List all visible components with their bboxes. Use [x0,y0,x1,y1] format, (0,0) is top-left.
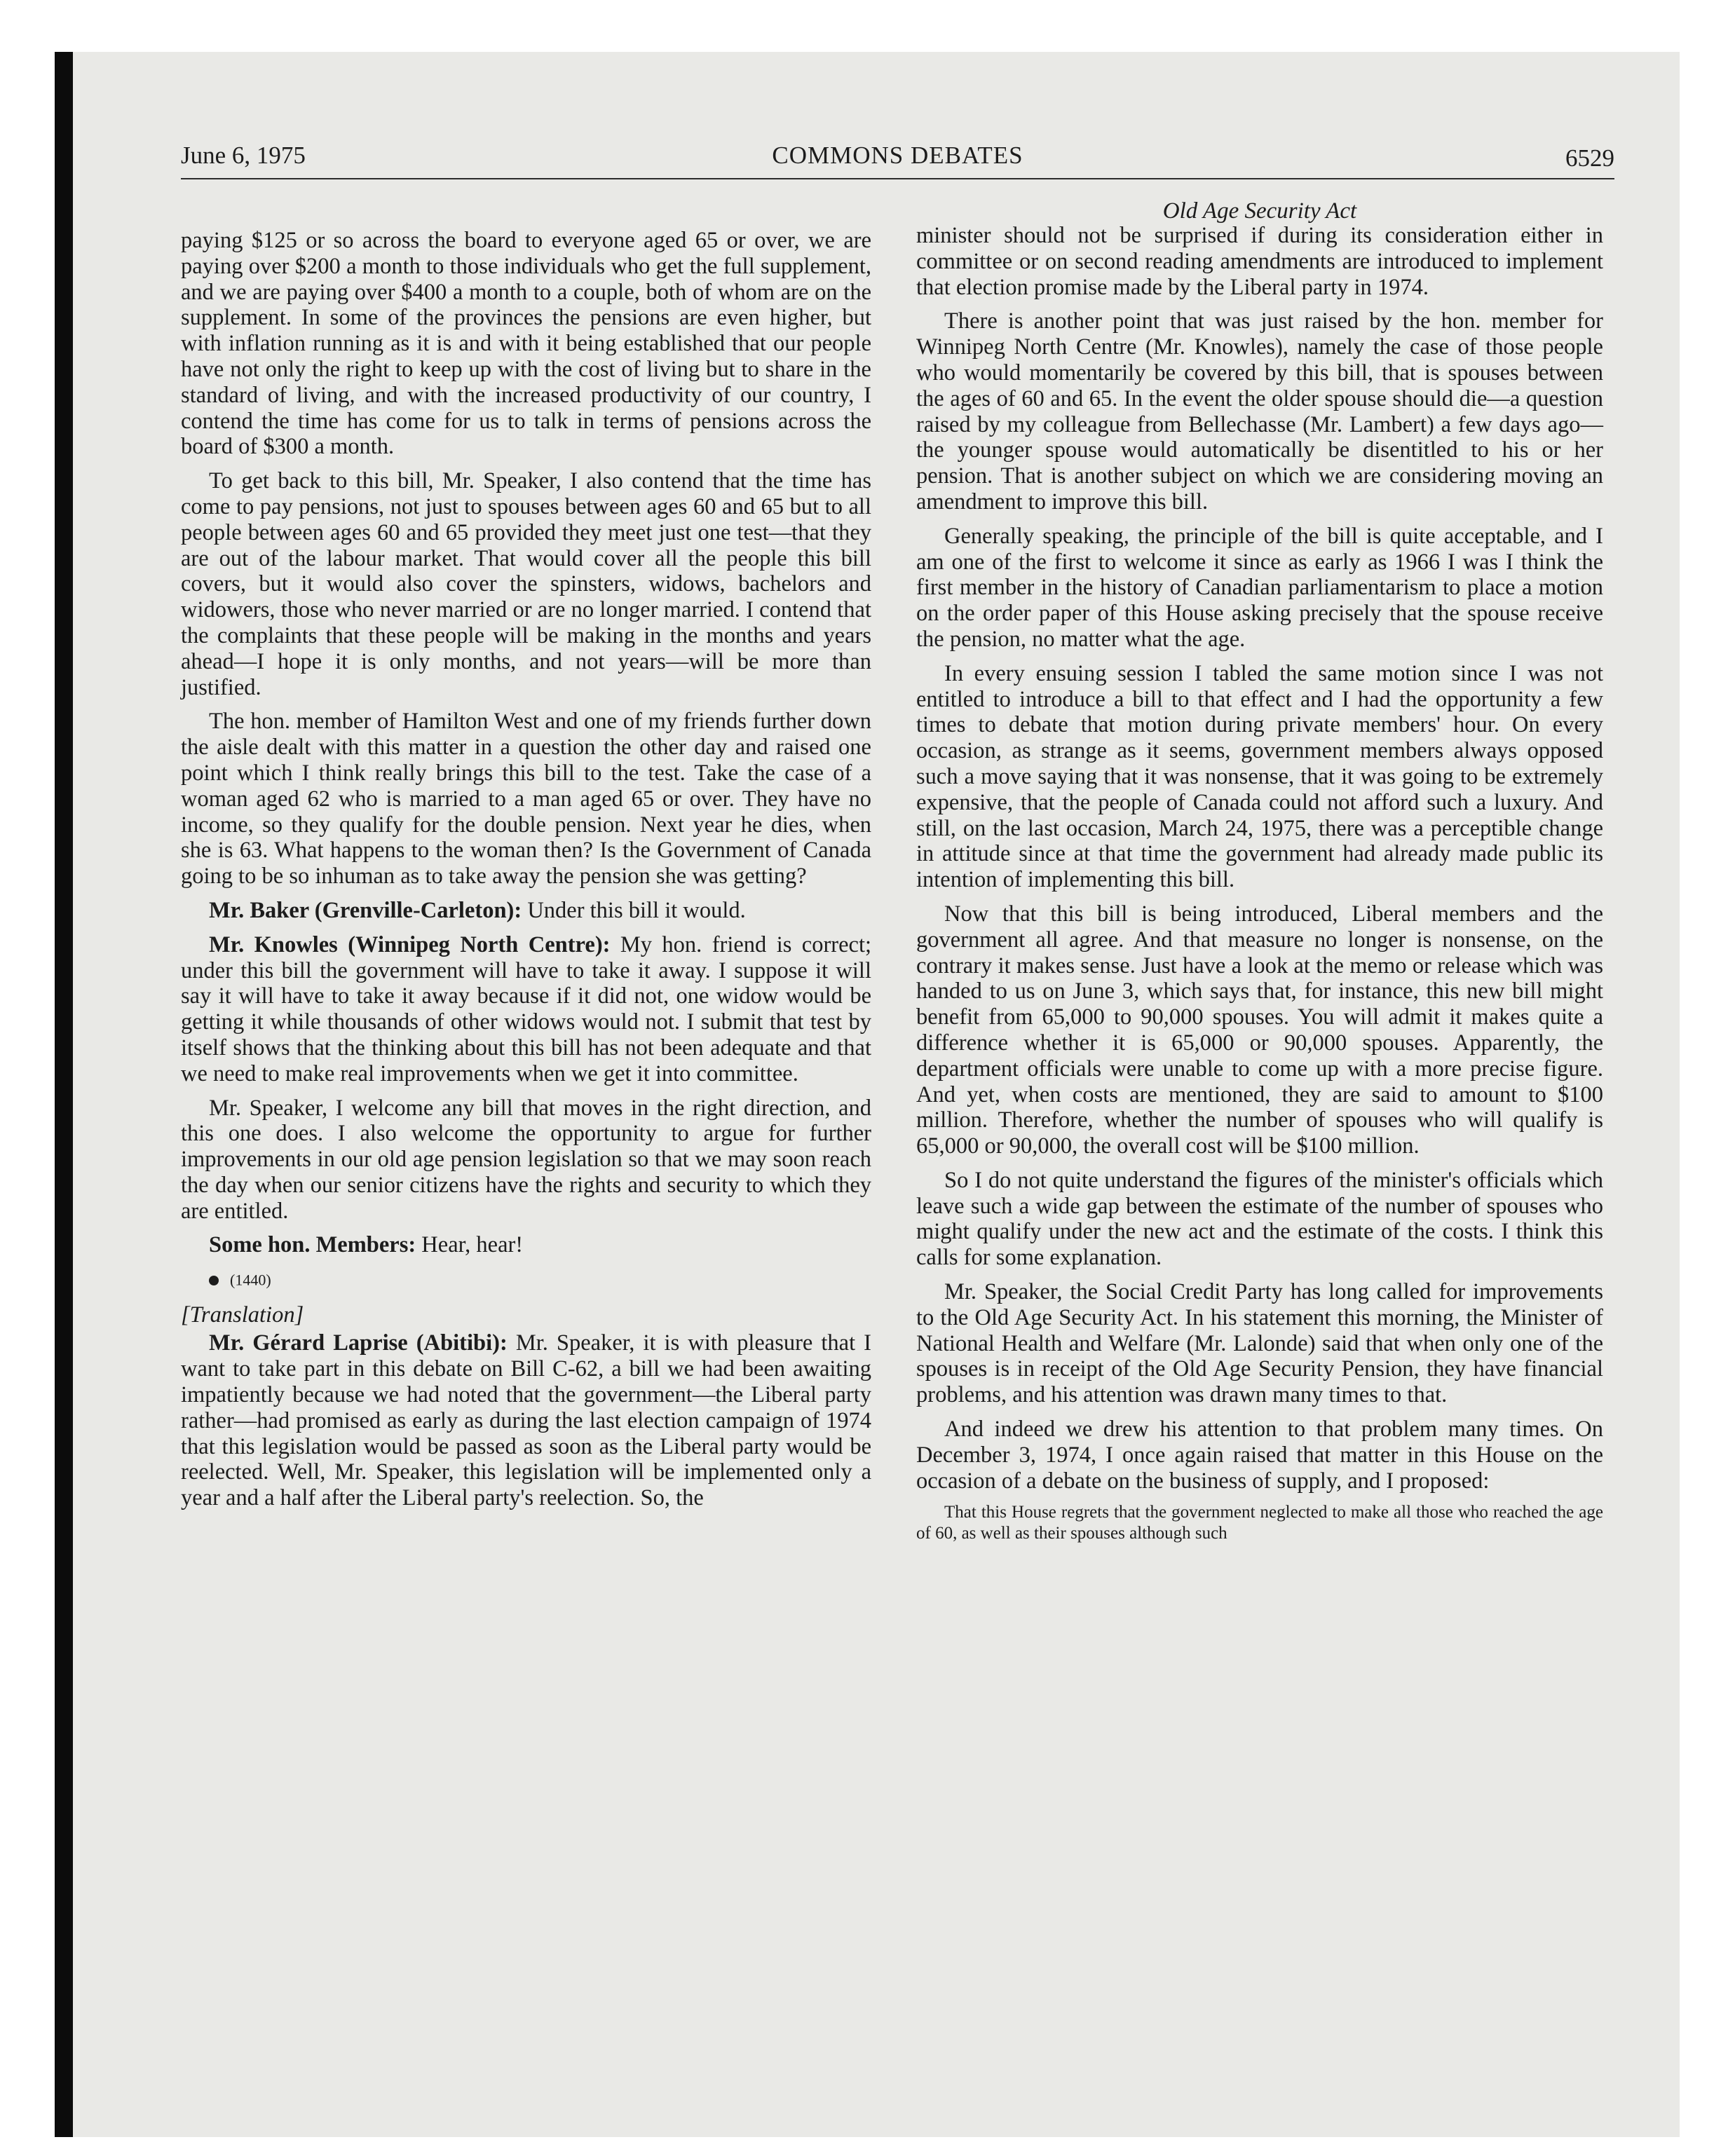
speech-text: Under this bill it would. [522,897,746,923]
running-header [181,137,1614,179]
paragraph: minister should not be surprised if during its consideration either in committee or on second reading amendments are introduced to implement that election promise made by the Liberal party in 1974. [916,223,1603,300]
paragraph: And indeed we drew his attention to that problem many times. On December 3, 1974, I once again raised that matter in this House on the occasion of a debate on the business of supply, and I proposed: [916,1417,1603,1494]
speech-laprise [181,1330,871,1511]
translation-label: [Translation] [181,1302,304,1328]
bullet-icon [209,1276,219,1285]
header-publication: COMMONS DEBATES [772,142,1023,169]
paragraph: Generally speaking, the principle of the bill is quite acceptable, and I am one of the first to welcome it since as early as 1966 I was I think the first member in the history of Canadian parliamentarism to place a motion on the order paper of this House asking precisely that the spouse receive the pension, no matter what the age. [916,523,1603,652]
paragraph: There is another point that was just raised by the hon. member for Winnipeg North Centre (Mr. Knowles), namely the case of those people who would momentarily be covered by this bill, that is spouses between the ages of 60 and 65. In the event the older spouse should die—a question raised by my colleague from Bellechasse (Mr. Lambert) a few days ago—the younger spouse would automatically be disentitled to his or her pension. That is another subject on which we are considering moving an amendment to improve this bill. [916,308,1603,514]
speech-text: My hon. friend is correct; under this bill the government will have to take it away. I suppose it will say it will have to take it away because if it did not, one widow would be getting it while thousands of other widows would not. I submit that test by itself shows that the thinking about this bill has not been adequate and that we need to make real improvements when we get it into committee. [181,932,872,1086]
time-marker [181,1267,871,1293]
speech-knowles [181,932,871,1087]
speech-text: Mr. Speaker, it is with pleasure that I want to take part in this debate on Bill C-62, a bill we had been awaiting impatiently because we had noted that the government—the Liberal party rather—had promised as early as during the last election campaign of 1974 that this legislation would be passed as soon as the Liberal party would be reelected. Well, Mr. Speaker, this legislation will be implemented only a year and a half after the Liberal party's reelection. So, the [181,1330,871,1511]
paragraph: Mr. Speaker, the Social Credit Party has long called for improvements to the Old Age Security Act. In his statement this morning, the Minister of National Health and Welfare (Mr. Lalonde) said that when only one of the spouses is in receipt of the Old Age Security Pension, they have financial problems, and his attention was drawn many times to that. [916,1279,1603,1408]
paragraph: The hon. member of Hamilton West and one of my friends further down the aisle dealt with this matter in a question the other day and raised one point which I think really brings this bill to the test. Take the case of a woman aged 62 who is married to a man aged 65 or over. They have no income, so they qualify for the double pension. Next year he dies, when she is 63. What happens to the woman then? Is the Government of Canada going to be so inhuman as to take away the pension she was getting? [181,709,871,889]
speaker-name: Mr. Baker (Grenville-Carleton): [209,897,522,923]
time-marker-text: (1440) [230,1271,271,1289]
speaker-name: Mr. Gérard Laprise (Abitibi): [209,1330,508,1356]
section-title: Old Age Security Act [1162,198,1357,224]
paragraph: Now that this bill is being introduced, Liberal members and the government all agree. And that measure no longer is nonsense, on the contrary it makes sense. Just have a look at the memo or release which was handed to us on June 3, which says that, for instance, this new bill might benefit from 65,000 to 90,000 spouses. You will admit it makes quite a difference whether it is 65,000 or 90,000 spouses. Apparently, the department officials were unable to come up with a more precise figure. And yet, when costs are mentioned, they are said to amount to $100 million. Therefore, whether the number of spouses who will qualify is 65,000 or 90,000, the overall cost will be $100 million. [916,901,1603,1159]
header-date: June 6, 1975 [181,142,306,169]
header-page-number: 6529 [1565,144,1614,172]
paragraph: So I do not quite understand the figures of the minister's officials which leave such a wide gap between the estimate of the number of spouses who might qualify under the new act and the estimate of the costs. I think this calls for some explanation. [916,1167,1603,1271]
speech-members [181,1232,871,1258]
right-column [916,223,1603,1544]
paragraph: To get back to this bill, Mr. Speaker, I also contend that the time has come to pay pensions, not just to spouses between ages 60 and 65 but to all people between ages 60 and 65 provided they meet just one test—that they are out of the labour market. That would cover all the people this bill covers, but it would also cover the spinsters, widows, bachelors and widowers, those who never married or are no longer married. I contend that the complaints that these people will be making in the months and years ahead—I hope it is only months, and not years—will be more than justified. [181,468,871,700]
speaker-name: Some hon. Members: [209,1232,416,1258]
paragraph: Mr. Speaker, I welcome any bill that moves in the right direction, and this one does. I also welcome the opportunity to argue for further improvements in our old age pension legislation so that we may soon reach the day when our senior citizens have the rights and security to which they are entitled. [181,1095,871,1224]
quoted-motion: That this House regrets that the government neglected to make all those who reached the age of 60, as well as their spouses although such [916,1503,1603,1543]
left-column [181,228,871,1520]
speaker-name: Mr. Knowles (Winnipeg North Centre): [209,932,611,957]
paragraph: paying $125 or so across the board to everyone aged 65 or over, we are paying over $200 a month to those individuals who get the full supplement, and we are paying over $400 a month to a couple, both of whom are on the supplement. In some of the provinces the pensions are even higher, but with inflation running as it is and with it being established that our people have not only the right to keep up with the cost of living but to share in the standard of living, and with the increased productivity of our country, I contend the time has come for us to talk in terms of pensions across the board of $300 a month. [181,228,871,460]
speech-text: Hear, hear! [416,1232,524,1258]
paragraph: In every ensuing session I tabled the same motion since I was not entitled to introduce a bill to that effect and I had the opportunity a few times to debate that motion during private members' hour. On every occasion, as strange as it seems, government members always opposed such a move saying that it was nonsense, that it was going to be extremely expensive, that the people of Canada could not afford such a luxury. And still, on the last occasion, March 24, 1975, there was a perceptible change in attitude since at that time the government had already made public its intention of implementing this bill. [916,660,1603,893]
speech-baker [181,898,871,924]
